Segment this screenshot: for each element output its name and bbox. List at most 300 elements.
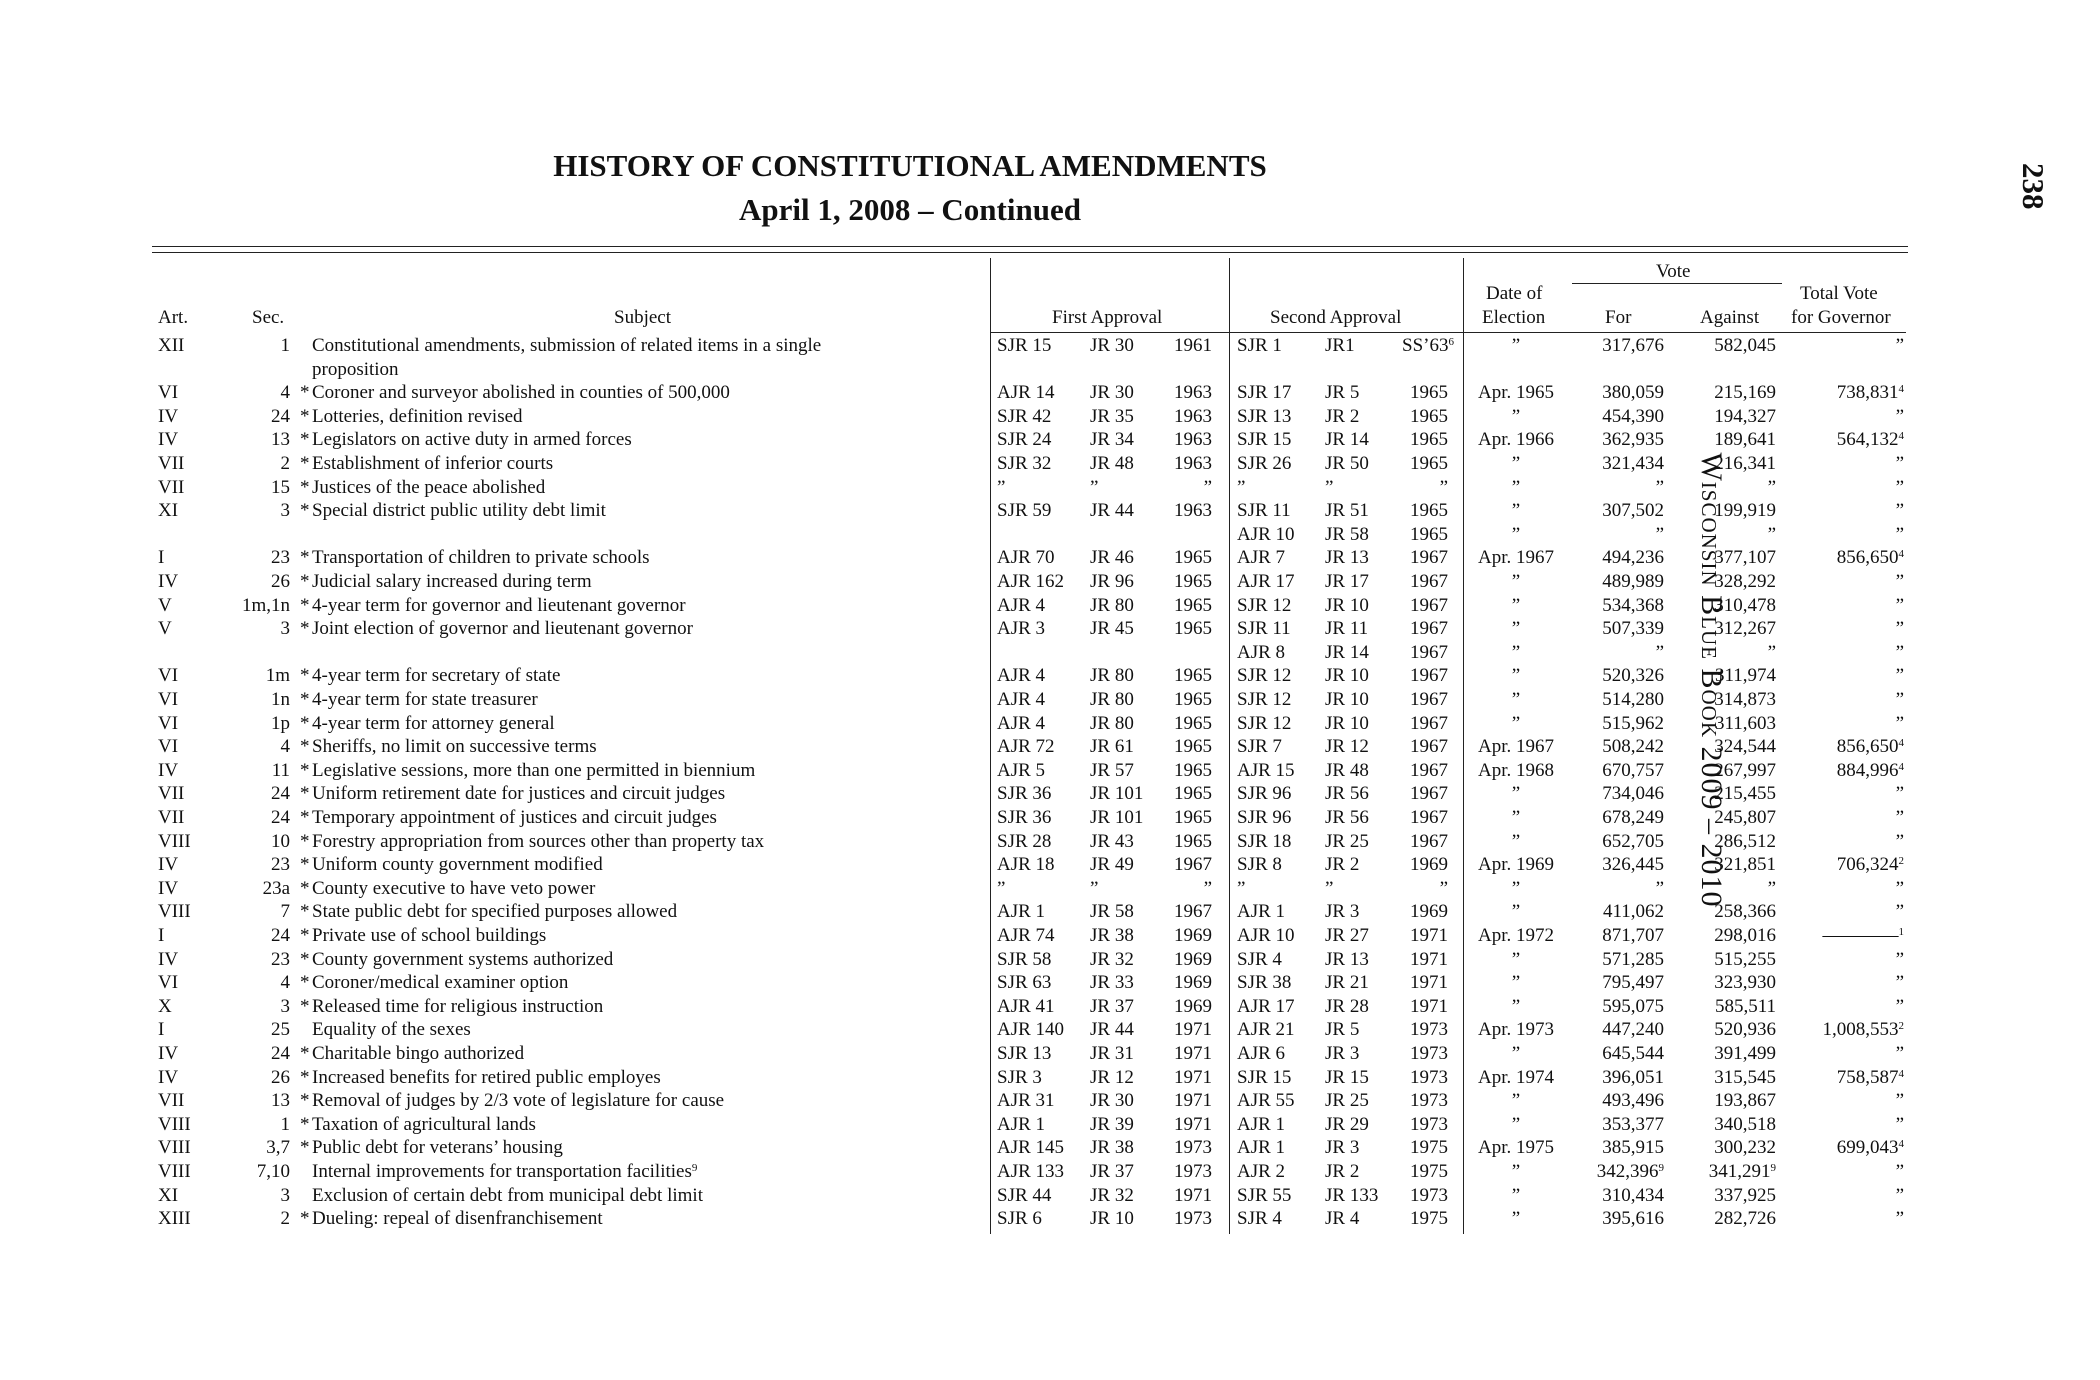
cell-first-year (1166, 1113, 1212, 1137)
cell-second-jr-text: JR 10 (1325, 594, 1369, 616)
cell-sec-text: 1p (271, 712, 290, 734)
cell-total-governor-text: ” (1895, 1090, 1904, 1112)
cell-mark (300, 452, 310, 476)
cell-mark (300, 594, 310, 618)
cell-sec (226, 476, 290, 500)
cell-first-year-text: 1973 (1174, 1208, 1212, 1230)
cell-mark-text: * (300, 1137, 310, 1159)
cell-sec-text: 1 (280, 335, 290, 356)
cell-subject-text: 4-year term for attorney general (312, 712, 555, 734)
cell-second-jr (1325, 782, 1369, 806)
cell-vote-against-text: 323,930 (1714, 972, 1776, 994)
cell-vote-for (1578, 594, 1664, 618)
cell-vote-against (1690, 806, 1776, 830)
cell-second-resolution (1237, 546, 1285, 570)
cell-art (158, 1184, 178, 1208)
cell-first-year (1166, 664, 1212, 688)
cell-first-jr (1090, 476, 1098, 500)
cell-first-resolution (997, 1207, 1042, 1231)
cell-first-year-text: 1971 (1174, 1090, 1212, 1112)
cell-second-year-text: 1967 (1410, 712, 1448, 734)
cell-second-resolution (1237, 806, 1291, 830)
cell-second-jr-text: JR 21 (1325, 972, 1369, 994)
cell-sec-text: 24 (271, 783, 290, 805)
cell-first-jr-text: ” (1090, 476, 1099, 498)
cell-first-resolution (997, 1018, 1064, 1042)
cell-vote-for (1578, 1066, 1664, 1090)
cell-second-resolution (1237, 1136, 1285, 1160)
cell-second-year-text: 1975 (1410, 1137, 1448, 1159)
cell-first-year-text: 1969 (1174, 925, 1212, 946)
cell-mark-text: * (300, 972, 310, 994)
cell-sec (226, 334, 290, 358)
cell-total-governor-text: ” (1895, 948, 1904, 970)
cell-subject-text: Internal improvements for transportation facilities (312, 1161, 692, 1182)
cell-first-year-text: ” (1203, 877, 1212, 899)
cell-total-governor-text: ” (1895, 1184, 1904, 1206)
cell-election-date-text: ” (1511, 335, 1521, 356)
cell-vote-for (1578, 688, 1664, 712)
cell-second-jr (1325, 1184, 1378, 1208)
cell-art-text: VIII (158, 901, 191, 923)
cell-sec (226, 735, 290, 759)
footnote-marker: 6 (1448, 336, 1454, 348)
cell-first-resolution-text: SJR 58 (997, 948, 1052, 970)
cell-second-jr-text: JR 5 (1325, 1019, 1360, 1041)
cell-subject (312, 735, 597, 759)
footnote-marker: 4 (1898, 1138, 1904, 1151)
cell-art-text: XI (158, 500, 179, 522)
cell-art-text: VI (158, 689, 179, 710)
cell-vote-against (1690, 1066, 1776, 1090)
cell-art-text: VI (158, 972, 179, 994)
cell-first-jr (1090, 334, 1134, 358)
cell-subject (312, 546, 650, 570)
footnote-marker: 4 (1898, 383, 1904, 396)
cell-art-text: VIII (158, 1161, 191, 1182)
cell-election-date (1472, 428, 1560, 452)
cell-first-resolution-text: AJR 133 (997, 1161, 1065, 1182)
cell-art (158, 428, 178, 452)
cell-second-resolution (1237, 971, 1291, 995)
cell-first-year (1166, 405, 1212, 429)
cell-mark (300, 381, 310, 405)
cell-art-text: I (158, 925, 165, 946)
cell-election-date-text: ” (1511, 405, 1521, 427)
header-against: Against (1700, 307, 1760, 328)
cell-first-resolution-text: SJR 44 (997, 1184, 1052, 1206)
cell-first-resolution-text: SJR 42 (997, 405, 1052, 427)
cell-subject (312, 1184, 703, 1208)
cell-second-year (1402, 1089, 1448, 1113)
cell-vote-against (1690, 782, 1776, 806)
cell-total-governor (1790, 759, 1904, 783)
cell-second-jr (1325, 877, 1333, 901)
cell-vote-against (1690, 971, 1776, 995)
cell-first-jr-text: JR 101 (1090, 783, 1144, 805)
cell-first-resolution (997, 570, 1064, 594)
cell-second-resolution-text: SJR 12 (1237, 665, 1292, 687)
cell-vote-against (1690, 334, 1776, 358)
cell-art-text: V (158, 618, 172, 640)
cell-second-year (1402, 570, 1448, 594)
cell-art-text: IV (158, 429, 179, 451)
cell-total-governor-text: ” (1895, 1161, 1904, 1182)
cell-first-jr-text: JR 58 (1090, 901, 1134, 923)
cell-second-year (1402, 971, 1448, 995)
cell-election-date-text: ” (1511, 571, 1521, 592)
cell-second-year-text: 1967 (1410, 618, 1448, 640)
cell-election-date (1472, 546, 1560, 570)
cell-election-date (1472, 1042, 1560, 1066)
cell-subject (312, 759, 755, 783)
cell-sec-text: 24 (271, 925, 290, 946)
cell-vote-for (1578, 1207, 1664, 1231)
cell-first-year (1166, 948, 1212, 972)
cell-total-governor-text: 699,043 (1836, 1137, 1899, 1159)
cell-second-resolution (1237, 1089, 1295, 1113)
cell-first-year (1166, 594, 1212, 618)
cell-sec (226, 1207, 290, 1231)
cell-first-year-text: 1965 (1174, 759, 1212, 781)
cell-first-year (1166, 830, 1212, 854)
footnote-marker: 2 (1898, 1020, 1904, 1033)
cell-second-resolution-text: AJR 8 (1237, 641, 1286, 663)
cell-first-jr (1090, 664, 1134, 688)
cell-first-resolution-text: AJR 4 (997, 594, 1046, 616)
cell-vote-against (1690, 405, 1776, 429)
cell-subject-text: Dueling: repeal of disenfranchisement (312, 1208, 603, 1230)
cell-mark-text: * (300, 1113, 310, 1135)
cell-vote-against (1690, 1184, 1776, 1208)
cell-vote-against (1690, 995, 1776, 1019)
cell-mark (300, 1207, 310, 1231)
cell-subject-text: Removal of judges by 2/3 vote of legislature for cause (312, 1090, 725, 1112)
cell-first-jr-text: JR 80 (1090, 712, 1134, 734)
cell-second-resolution-text: ” (1237, 476, 1246, 498)
cell-election-date (1472, 570, 1560, 594)
cell-first-year (1166, 546, 1212, 570)
footnote-marker: 4 (1898, 760, 1904, 773)
cell-second-year-text: 1965 (1410, 429, 1448, 451)
cell-election-date (1472, 1207, 1560, 1231)
cell-vote-against-text: 194,327 (1714, 405, 1776, 427)
cell-second-year-text: 1973 (1410, 1043, 1448, 1064)
cell-subject-text: Private use of school buildings (312, 925, 547, 946)
cell-first-jr (1090, 712, 1134, 736)
cell-first-jr (1090, 853, 1134, 877)
cell-art (158, 971, 178, 995)
cell-art-text: X (158, 995, 172, 1017)
cell-second-jr (1325, 641, 1369, 665)
cell-vote-against (1690, 617, 1776, 641)
cell-first-jr (1090, 735, 1134, 759)
cell-second-resolution-text: SJR 4 (1237, 1208, 1282, 1230)
cell-sec (226, 948, 290, 972)
cell-art (158, 1066, 178, 1090)
cell-second-year (1402, 1160, 1448, 1184)
cell-election-date (1472, 995, 1560, 1019)
cell-vote-for (1578, 782, 1664, 806)
cell-first-year-text: 1965 (1174, 736, 1212, 758)
cell-second-jr (1325, 995, 1369, 1019)
cell-subject-text: Uniform retirement date for justices and circuit judges (312, 783, 726, 805)
cell-second-jr-text: JR 56 (1325, 807, 1369, 828)
cell-election-date-text: ” (1511, 901, 1521, 923)
cell-total-governor-text: 856,650 (1836, 736, 1899, 758)
cell-first-resolution (997, 924, 1055, 948)
cell-second-year-text: 1965 (1410, 453, 1448, 474)
cell-second-resolution-text: SJR 38 (1237, 972, 1292, 994)
cell-sec (226, 900, 290, 924)
cell-second-resolution-text: AJR 10 (1237, 925, 1295, 946)
cell-vote-against-text: 298,016 (1714, 925, 1776, 946)
cell-first-resolution-text: AJR 14 (997, 382, 1055, 404)
cell-vote-for-text: 520,326 (1602, 665, 1664, 687)
cell-art (158, 735, 178, 759)
cell-second-year-text: 1967 (1410, 689, 1448, 710)
cell-mark-text: * (300, 783, 310, 805)
cell-art-text: VI (158, 382, 179, 404)
cell-vote-against-text: 328,292 (1714, 571, 1776, 592)
cell-first-year-text: 1965 (1174, 618, 1212, 640)
cell-total-governor (1790, 1160, 1904, 1184)
cell-mark-text: * (300, 1090, 310, 1112)
cell-second-year-text: 1973 (1410, 1113, 1448, 1135)
cell-first-resolution-text: AJR 41 (997, 995, 1055, 1017)
cell-mark-text: * (300, 736, 310, 758)
cell-first-year-text: 1965 (1174, 689, 1212, 710)
cell-vote-against-text: 311,974 (1714, 665, 1776, 687)
cell-first-jr-text: JR 35 (1090, 405, 1134, 427)
cell-election-date-text: ” (1511, 476, 1521, 498)
separator-second-approval (1229, 258, 1230, 1234)
cell-first-resolution (997, 853, 1055, 877)
cell-first-jr (1090, 806, 1143, 830)
cell-election-date (1472, 688, 1560, 712)
cell-subject (312, 334, 821, 358)
cell-first-resolution (997, 1160, 1064, 1184)
cell-vote-against-text: 286,512 (1714, 830, 1776, 852)
cell-second-resolution (1237, 948, 1282, 972)
cell-vote-for (1578, 1113, 1664, 1137)
cell-first-year-text: 1963 (1174, 453, 1212, 474)
cell-first-jr-text: JR 34 (1090, 429, 1134, 451)
cell-second-jr-text: JR 3 (1325, 1137, 1360, 1159)
cell-second-resolution-text: SJR 15 (1237, 1066, 1292, 1088)
cell-total-governor-text: ” (1895, 807, 1904, 828)
cell-second-resolution-text: SJR 11 (1237, 618, 1291, 640)
cell-second-resolution-text: AJR 2 (1237, 1161, 1286, 1182)
cell-sec-text: 24 (271, 1043, 290, 1064)
cell-total-governor (1790, 546, 1904, 570)
cell-art-text: IV (158, 1043, 179, 1064)
cell-second-year-text: 1969 (1410, 901, 1448, 923)
cell-second-year (1402, 476, 1448, 500)
cell-subject (312, 924, 546, 948)
cell-subject-text: Legislative sessions, more than one permitted in biennium (312, 759, 756, 781)
cell-vote-against-text: 585,511 (1714, 995, 1776, 1017)
cell-subject-text: 4-year term for secretary of state (312, 665, 561, 687)
cell-first-year (1166, 570, 1212, 594)
cell-art-text: IV (158, 759, 179, 781)
cell-first-year-text: 1965 (1174, 712, 1212, 734)
cell-subject-text: Establishment of inferior courts (312, 453, 554, 474)
cell-art (158, 1113, 191, 1137)
cell-sec-text: 23 (271, 547, 290, 569)
cell-vote-against (1690, 830, 1776, 854)
cell-first-resolution-text: ” (997, 476, 1006, 498)
cell-first-year (1166, 1136, 1212, 1160)
cell-second-jr-text: JR 10 (1325, 689, 1369, 710)
cell-total-governor (1790, 381, 1904, 405)
cell-vote-against-text: 321,851 (1714, 854, 1776, 876)
cell-second-jr (1325, 594, 1369, 618)
cell-first-year (1166, 617, 1212, 641)
cell-sec (226, 782, 290, 806)
cell-sec-text: 11 (271, 759, 290, 781)
cell-subject (312, 381, 730, 405)
cell-vote-for (1578, 924, 1664, 948)
cell-first-jr (1090, 1207, 1134, 1231)
cell-sec (226, 1160, 290, 1184)
cell-second-resolution (1237, 428, 1291, 452)
cell-first-resolution-text: AJR 72 (997, 736, 1055, 758)
cell-sec (226, 1018, 290, 1042)
cell-vote-against (1690, 523, 1776, 547)
cell-total-governor (1790, 523, 1904, 547)
cell-election-date-text: ” (1511, 877, 1521, 899)
cell-subject (312, 712, 555, 736)
cell-second-resolution-text: AJR 1 (1237, 1113, 1286, 1135)
cell-vote-for (1578, 1184, 1664, 1208)
cell-subject (312, 664, 560, 688)
cell-first-jr-text: JR 57 (1090, 759, 1134, 781)
cell-subject (312, 1018, 471, 1042)
cell-election-date (1472, 405, 1560, 429)
footnote-marker: 4 (1898, 430, 1904, 443)
cell-first-year (1166, 806, 1212, 830)
cell-first-year-text: 1965 (1174, 783, 1212, 805)
cell-election-date (1472, 948, 1560, 972)
cell-total-governor (1790, 1113, 1904, 1137)
cell-sec-text: 13 (271, 429, 290, 451)
cell-second-jr (1325, 853, 1359, 877)
cell-subject-text: Temporary appointment of justices and circuit judges (312, 807, 717, 828)
cell-subject (312, 995, 603, 1019)
cell-second-resolution-text: SJR 26 (1237, 453, 1292, 474)
cell-first-year (1166, 381, 1212, 405)
cell-sec (226, 806, 290, 830)
cell-second-jr (1325, 570, 1369, 594)
cell-second-resolution (1237, 570, 1295, 594)
cell-vote-for (1578, 641, 1664, 665)
cell-art (158, 405, 178, 429)
cell-first-year-text: 1973 (1174, 1161, 1212, 1182)
cell-second-resolution (1237, 995, 1295, 1019)
cell-first-year-text: 1965 (1174, 807, 1212, 828)
cell-vote-for-text: 321,434 (1602, 453, 1664, 474)
cell-vote-against-text: 193,867 (1714, 1090, 1776, 1112)
cell-mark-text: * (300, 925, 310, 946)
cell-subject-text: Uniform county government modified (312, 854, 603, 876)
cell-subject-text: Coroner/medical examiner option (312, 972, 569, 994)
cell-election-date-text: ” (1511, 807, 1521, 828)
cell-second-jr-text: JR 4 (1325, 1208, 1360, 1230)
cell-second-jr (1325, 688, 1369, 712)
cell-vote-against (1690, 452, 1776, 476)
cell-first-year-text: 1965 (1174, 665, 1212, 687)
cell-election-date-text: Apr. 1967 (1478, 547, 1554, 569)
cell-sec (226, 853, 290, 877)
cell-first-jr (1090, 617, 1134, 641)
cell-sec (226, 688, 290, 712)
cell-vote-against-text: 300,232 (1714, 1137, 1776, 1159)
cell-vote-against (1690, 735, 1776, 759)
cell-first-jr (1090, 1136, 1134, 1160)
footnote-marker: 4 (1898, 548, 1904, 561)
cell-vote-against (1690, 594, 1776, 618)
cell-mark (300, 476, 310, 500)
cell-sec (226, 499, 290, 523)
cell-mark (300, 735, 310, 759)
cell-election-date (1472, 641, 1560, 665)
cell-second-jr-text: ” (1325, 877, 1334, 899)
cell-total-governor-text: ” (1895, 453, 1904, 474)
cell-total-governor (1790, 688, 1904, 712)
cell-first-resolution-text: AJR 162 (997, 571, 1065, 592)
cell-first-resolution-text: AJR 31 (997, 1090, 1055, 1112)
cell-vote-for-text: 326,445 (1602, 854, 1664, 876)
cell-first-resolution (997, 877, 1005, 901)
cell-total-governor (1790, 617, 1904, 641)
cell-first-jr-text: JR 33 (1090, 972, 1134, 994)
cell-first-year-text: 1969 (1174, 995, 1212, 1017)
cell-first-jr-text: JR 80 (1090, 689, 1134, 710)
cell-first-resolution (997, 806, 1051, 830)
cell-first-jr-text: JR 43 (1090, 830, 1134, 852)
cell-second-year (1402, 452, 1448, 476)
cell-vote-against-text: 310,478 (1714, 594, 1776, 616)
cell-vote-for (1578, 1089, 1664, 1113)
cell-art (158, 1089, 184, 1113)
cell-first-jr-text: JR 31 (1090, 1043, 1134, 1064)
cell-art (158, 570, 178, 594)
cell-vote-against (1690, 546, 1776, 570)
cell-first-resolution (997, 1113, 1045, 1137)
cell-second-year-text: 1967 (1410, 571, 1448, 592)
page-subtitle: April 1, 2008 – Continued (739, 192, 1081, 227)
cell-second-jr-text: JR1 (1325, 335, 1355, 356)
cell-vote-for-text: 507,339 (1602, 618, 1664, 640)
cell-art (158, 924, 164, 948)
separator-first-approval (990, 258, 991, 1234)
cell-second-year (1402, 735, 1448, 759)
cell-total-governor (1790, 405, 1904, 429)
cell-second-resolution (1237, 1018, 1295, 1042)
cell-art (158, 476, 184, 500)
cell-second-year (1402, 712, 1448, 736)
cell-sec (226, 570, 290, 594)
cell-total-governor-text: ” (1895, 1208, 1904, 1230)
cell-art-text: VII (158, 1090, 185, 1112)
cell-mark (300, 971, 310, 995)
cell-sec-text: 4 (280, 972, 290, 994)
cell-mark-text: * (300, 759, 310, 781)
cell-art (158, 830, 191, 854)
cell-first-jr (1090, 1160, 1134, 1184)
cell-subject-text: 4-year term for governor and lieutenant governor (312, 594, 686, 616)
